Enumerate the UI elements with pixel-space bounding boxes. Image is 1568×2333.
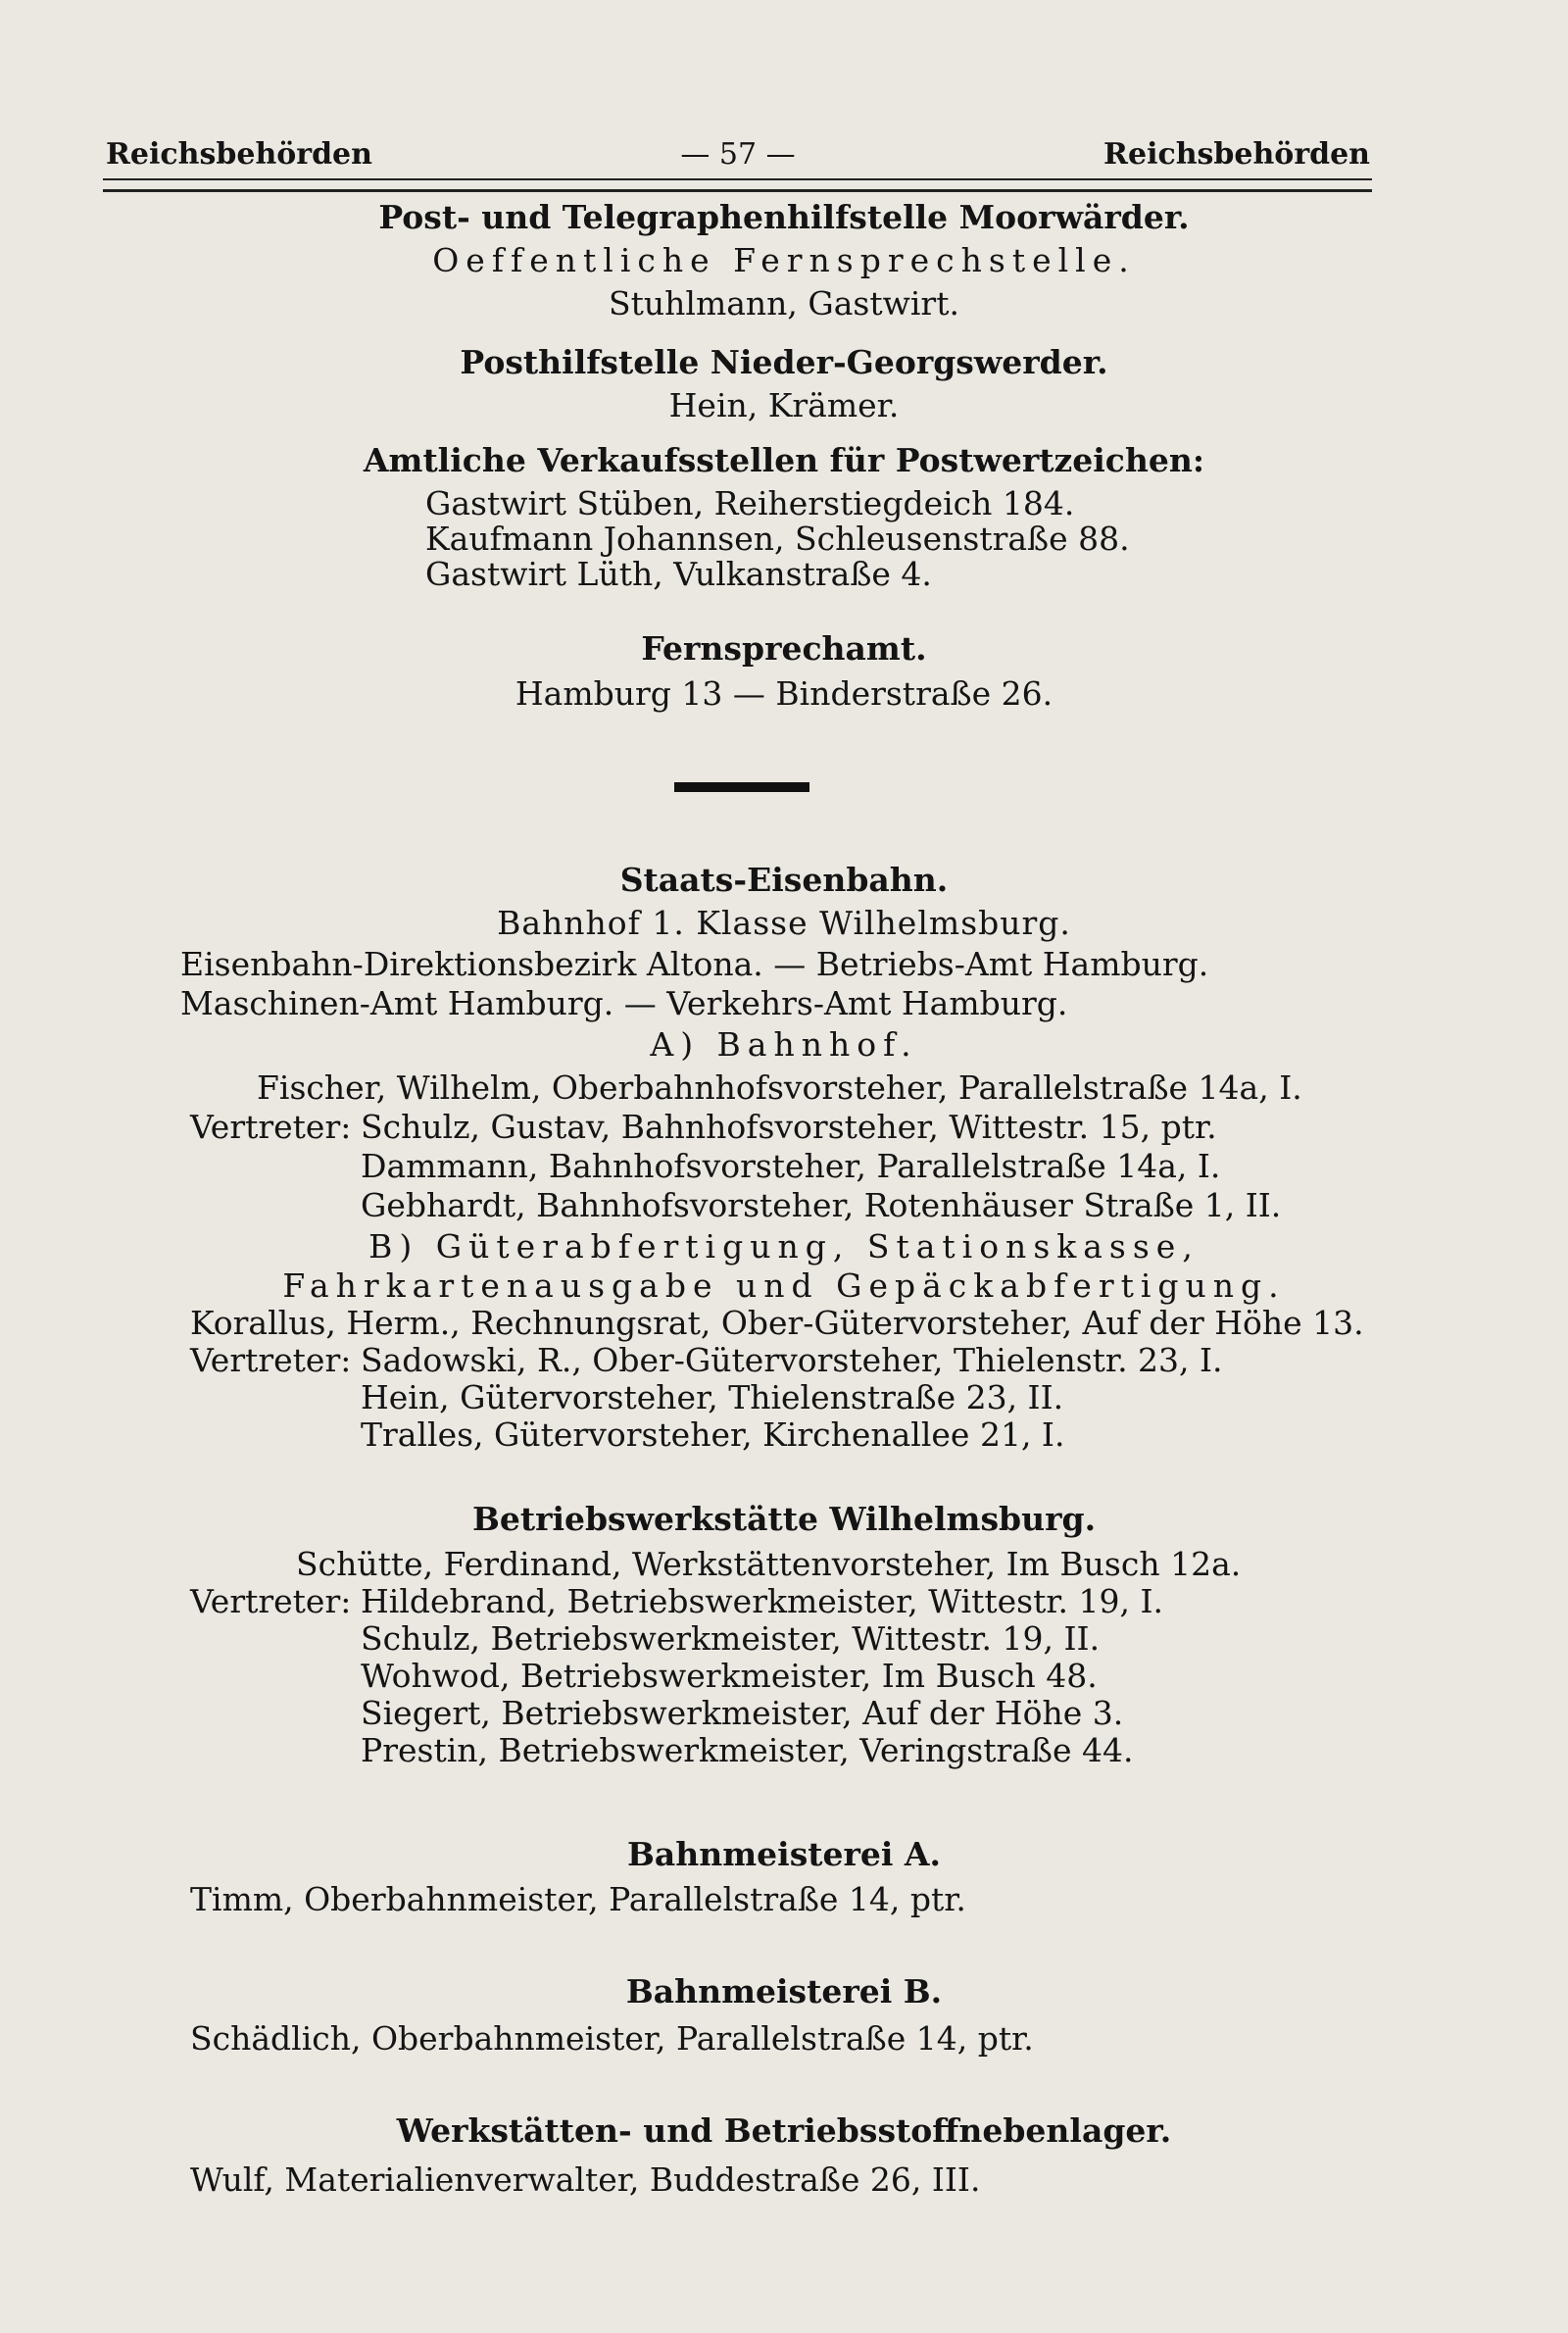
label-vertreter-gueter: Vertreter: [190, 1341, 352, 1379]
entry-direktionsbezirk: Eisenbahn-Direktionsbezirk Altona. — Betriebs-Amt Hamburg. [180, 945, 1209, 983]
heading-verkaufsstellen: Amtliche Verkaufsstellen für Postwertzeichen: [363, 441, 1205, 479]
header-rule [103, 178, 1372, 192]
heading-fernsprechamt: Fernsprechamt. [641, 629, 927, 668]
entry-gebhardt: Gebhardt, Bahnhofsvorsteher, Rotenhäuser Straße 1, II. [361, 1186, 1282, 1224]
entry-schulz-gustav: Schulz, Gustav, Bahnhofsvorsteher, Wittestr. 15, ptr. [361, 1108, 1217, 1146]
entry-lueth: Gastwirt Lüth, Vulkanstraße 4. [425, 555, 932, 593]
heading-bahnhof: A) Bahnhof. [650, 1025, 918, 1064]
heading-moorwaerder: Post- und Telegraphenhilfstelle Moorwärder. [378, 198, 1190, 236]
entry-stueben: Gastwirt Stüben, Reiherstiegdeich 184. [425, 484, 1075, 522]
heading-georgswerder: Posthilfstelle Nieder-Georgswerder. [460, 343, 1108, 381]
header-right: Reichsbehörden [1103, 137, 1370, 172]
entry-dammann: Dammann, Bahnhofsvorsteher, Parallelstraße 14a, I. [361, 1147, 1221, 1185]
entry-fernsprechamt: Hamburg 13 — Binderstraße 26. [514, 674, 1054, 713]
label-vertreter-werkstaette: Vertreter: [190, 1582, 352, 1620]
entry-siegert: Siegert, Betriebswerkmeister, Auf der Höhe 3. [361, 1694, 1124, 1732]
entry-stuhlmann: Stuhlmann, Gastwirt. [609, 284, 959, 323]
running-header [106, 137, 1370, 176]
entry-hein-gueter: Hein, Gütervorsteher, Thielenstraße 23, II. [361, 1378, 1064, 1416]
entry-korallus: Korallus, Herm., Rechnungsrat, Ober-Gütervorsteher, Auf der Höhe 13. [190, 1304, 1364, 1342]
entry-wulf: Wulf, Materialienverwalter, Buddestraße 26, III. [190, 2160, 981, 2199]
entry-timm: Timm, Oberbahnmeister, Parallelstraße 14, ptr. [190, 1880, 966, 1918]
entry-hildebrand: Hildebrand, Betriebswerkmeister, Wittestr. 19, I. [361, 1582, 1163, 1620]
entry-maschinenamt: Maschinen-Amt Hamburg. — Verkehrs-Amt Hamburg. [180, 984, 1068, 1022]
entry-schaedlich: Schädlich, Oberbahnmeister, Parallelstraße 14, ptr. [190, 2019, 1034, 2058]
heading-gueter-2: Fahrkartenausgabe und Gepäckabfertigung. [282, 1266, 1286, 1305]
heading-bahnmeisterei-a: Bahnmeisterei A. [626, 1835, 942, 1873]
entry-sadowski: Sadowski, R., Ober-Gütervorsteher, Thielenstr. 23, I. [361, 1341, 1223, 1379]
label-vertreter-bahnhof: Vertreter: [190, 1108, 352, 1146]
heading-staatsbahn: Staats-Eisenbahn. [619, 861, 949, 899]
section-divider [674, 782, 809, 792]
entry-wohwod: Wohwod, Betriebswerkmeister, Im Busch 48. [361, 1657, 1098, 1695]
entry-johannsen: Kaufmann Johannsen, Schleusenstraße 88. [425, 520, 1130, 558]
sub-bahnhof-klasse: Bahnhof 1. Klasse Wilhelmsburg. [497, 904, 1071, 942]
entry-tralles: Tralles, Gütervorsteher, Kirchenallee 21, I. [361, 1415, 1065, 1454]
entry-hein: Hein, Krämer. [668, 386, 900, 424]
heading-nebenlager: Werkstätten- und Betriebsstoffnebenlager. [396, 2111, 1172, 2150]
entry-schulz-werk: Schulz, Betriebswerkmeister, Wittestr. 19, II. [361, 1619, 1101, 1658]
heading-gueter-1: B) Güterabfertigung, Stationskasse, [368, 1227, 1200, 1266]
page-number: — 57 — [680, 137, 796, 172]
heading-bahnmeisterei-b: Bahnmeisterei B. [625, 1972, 943, 2010]
entry-prestin: Prestin, Betriebswerkmeister, Veringstraße 44. [361, 1731, 1134, 1769]
header-left: Reichsbehörden [106, 137, 372, 172]
entry-schuette: Schütte, Ferdinand, Werkstättenvorsteher, Im Busch 12a. [296, 1545, 1242, 1583]
sub-fernsprechstelle: Oeffentliche Fernsprechstelle. [432, 241, 1136, 279]
heading-werkstaette: Betriebswerkstätte Wilhelmsburg. [471, 1500, 1097, 1538]
entry-fischer: Fischer, Wilhelm, Oberbahnhofsvorsteher, Parallelstraße 14a, I. [257, 1068, 1302, 1107]
